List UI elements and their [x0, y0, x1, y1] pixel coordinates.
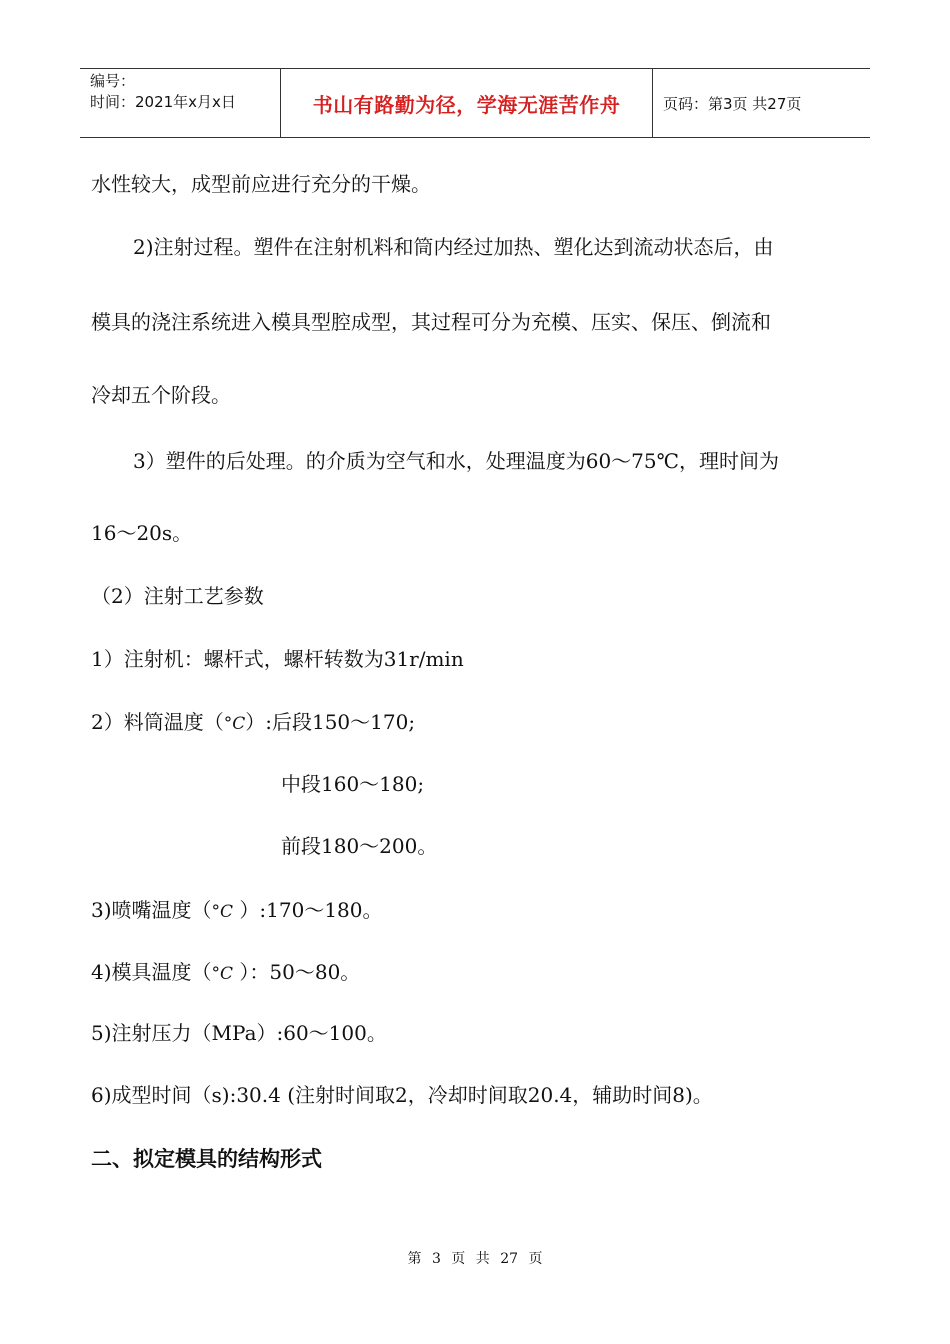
- parameter-line: 1）注射机：螺杆式，螺杆转数为31r/min: [91, 647, 464, 671]
- parameter-label: 4)模具温度（: [91, 960, 212, 984]
- section-subtitle: （2）注射工艺参数: [91, 584, 264, 608]
- paragraph-line: 16～20s。: [91, 521, 193, 545]
- paragraph-line: 3）塑件的后处理。的介质为空气和水，处理温度为60～75℃，理时间为: [133, 449, 779, 473]
- page-header: [80, 68, 870, 138]
- parameter-value: ）:后段150～170;: [245, 710, 416, 734]
- paragraph-line: 水性较大，成型前应进行充分的干燥。: [91, 172, 431, 196]
- paragraph-line: 2)注射过程。塑件在注射机料和筒内经过加热、塑化达到流动状态后，由: [133, 235, 774, 259]
- number-label: 编号：: [90, 72, 136, 90]
- parameter-line: [91, 896, 383, 926]
- parameter-label: 2）料筒温度（: [91, 710, 224, 734]
- page-footer: 第 3 页 共 27 页: [407, 1251, 543, 1267]
- parameter-line: 前段180～200。: [281, 834, 438, 858]
- celsius-unit: °C: [223, 714, 246, 734]
- celsius-unit: °C: [211, 964, 234, 984]
- motto: 书山有路勤为径，学海无涯苦作舟: [312, 92, 621, 117]
- paragraph-line: 冷却五个阶段。: [91, 383, 231, 407]
- parameter-line: 5)注射压力（MPa）:60～100。: [91, 1021, 387, 1045]
- section-heading: 二、拟定模具的结构形式: [91, 1147, 322, 1171]
- header-motto-cell: [280, 69, 653, 137]
- parameter-line: 中段160～180;: [281, 772, 425, 796]
- celsius-unit: °C: [211, 902, 234, 922]
- parameter-value: ）:170～180。: [233, 898, 383, 922]
- header-page-info: 页码：第3页 共27页: [663, 94, 802, 113]
- paragraph-line: 模具的浇注系统进入模具型腔成型，其过程可分为充模、压实、保压、倒流和: [91, 310, 771, 334]
- parameter-line: [91, 958, 360, 988]
- parameter-line: [91, 708, 415, 738]
- parameter-value: ）：50～80。: [233, 960, 361, 984]
- parameter-line: 6)成型时间（s):30.4 (注射时间取2，冷却时间取20.4，辅助时间8)。: [91, 1083, 713, 1107]
- parameter-label: 3)喷嘴温度（: [91, 898, 212, 922]
- date-line: 时间：2021年x月x日: [90, 93, 236, 111]
- header-left-cell: [80, 69, 280, 137]
